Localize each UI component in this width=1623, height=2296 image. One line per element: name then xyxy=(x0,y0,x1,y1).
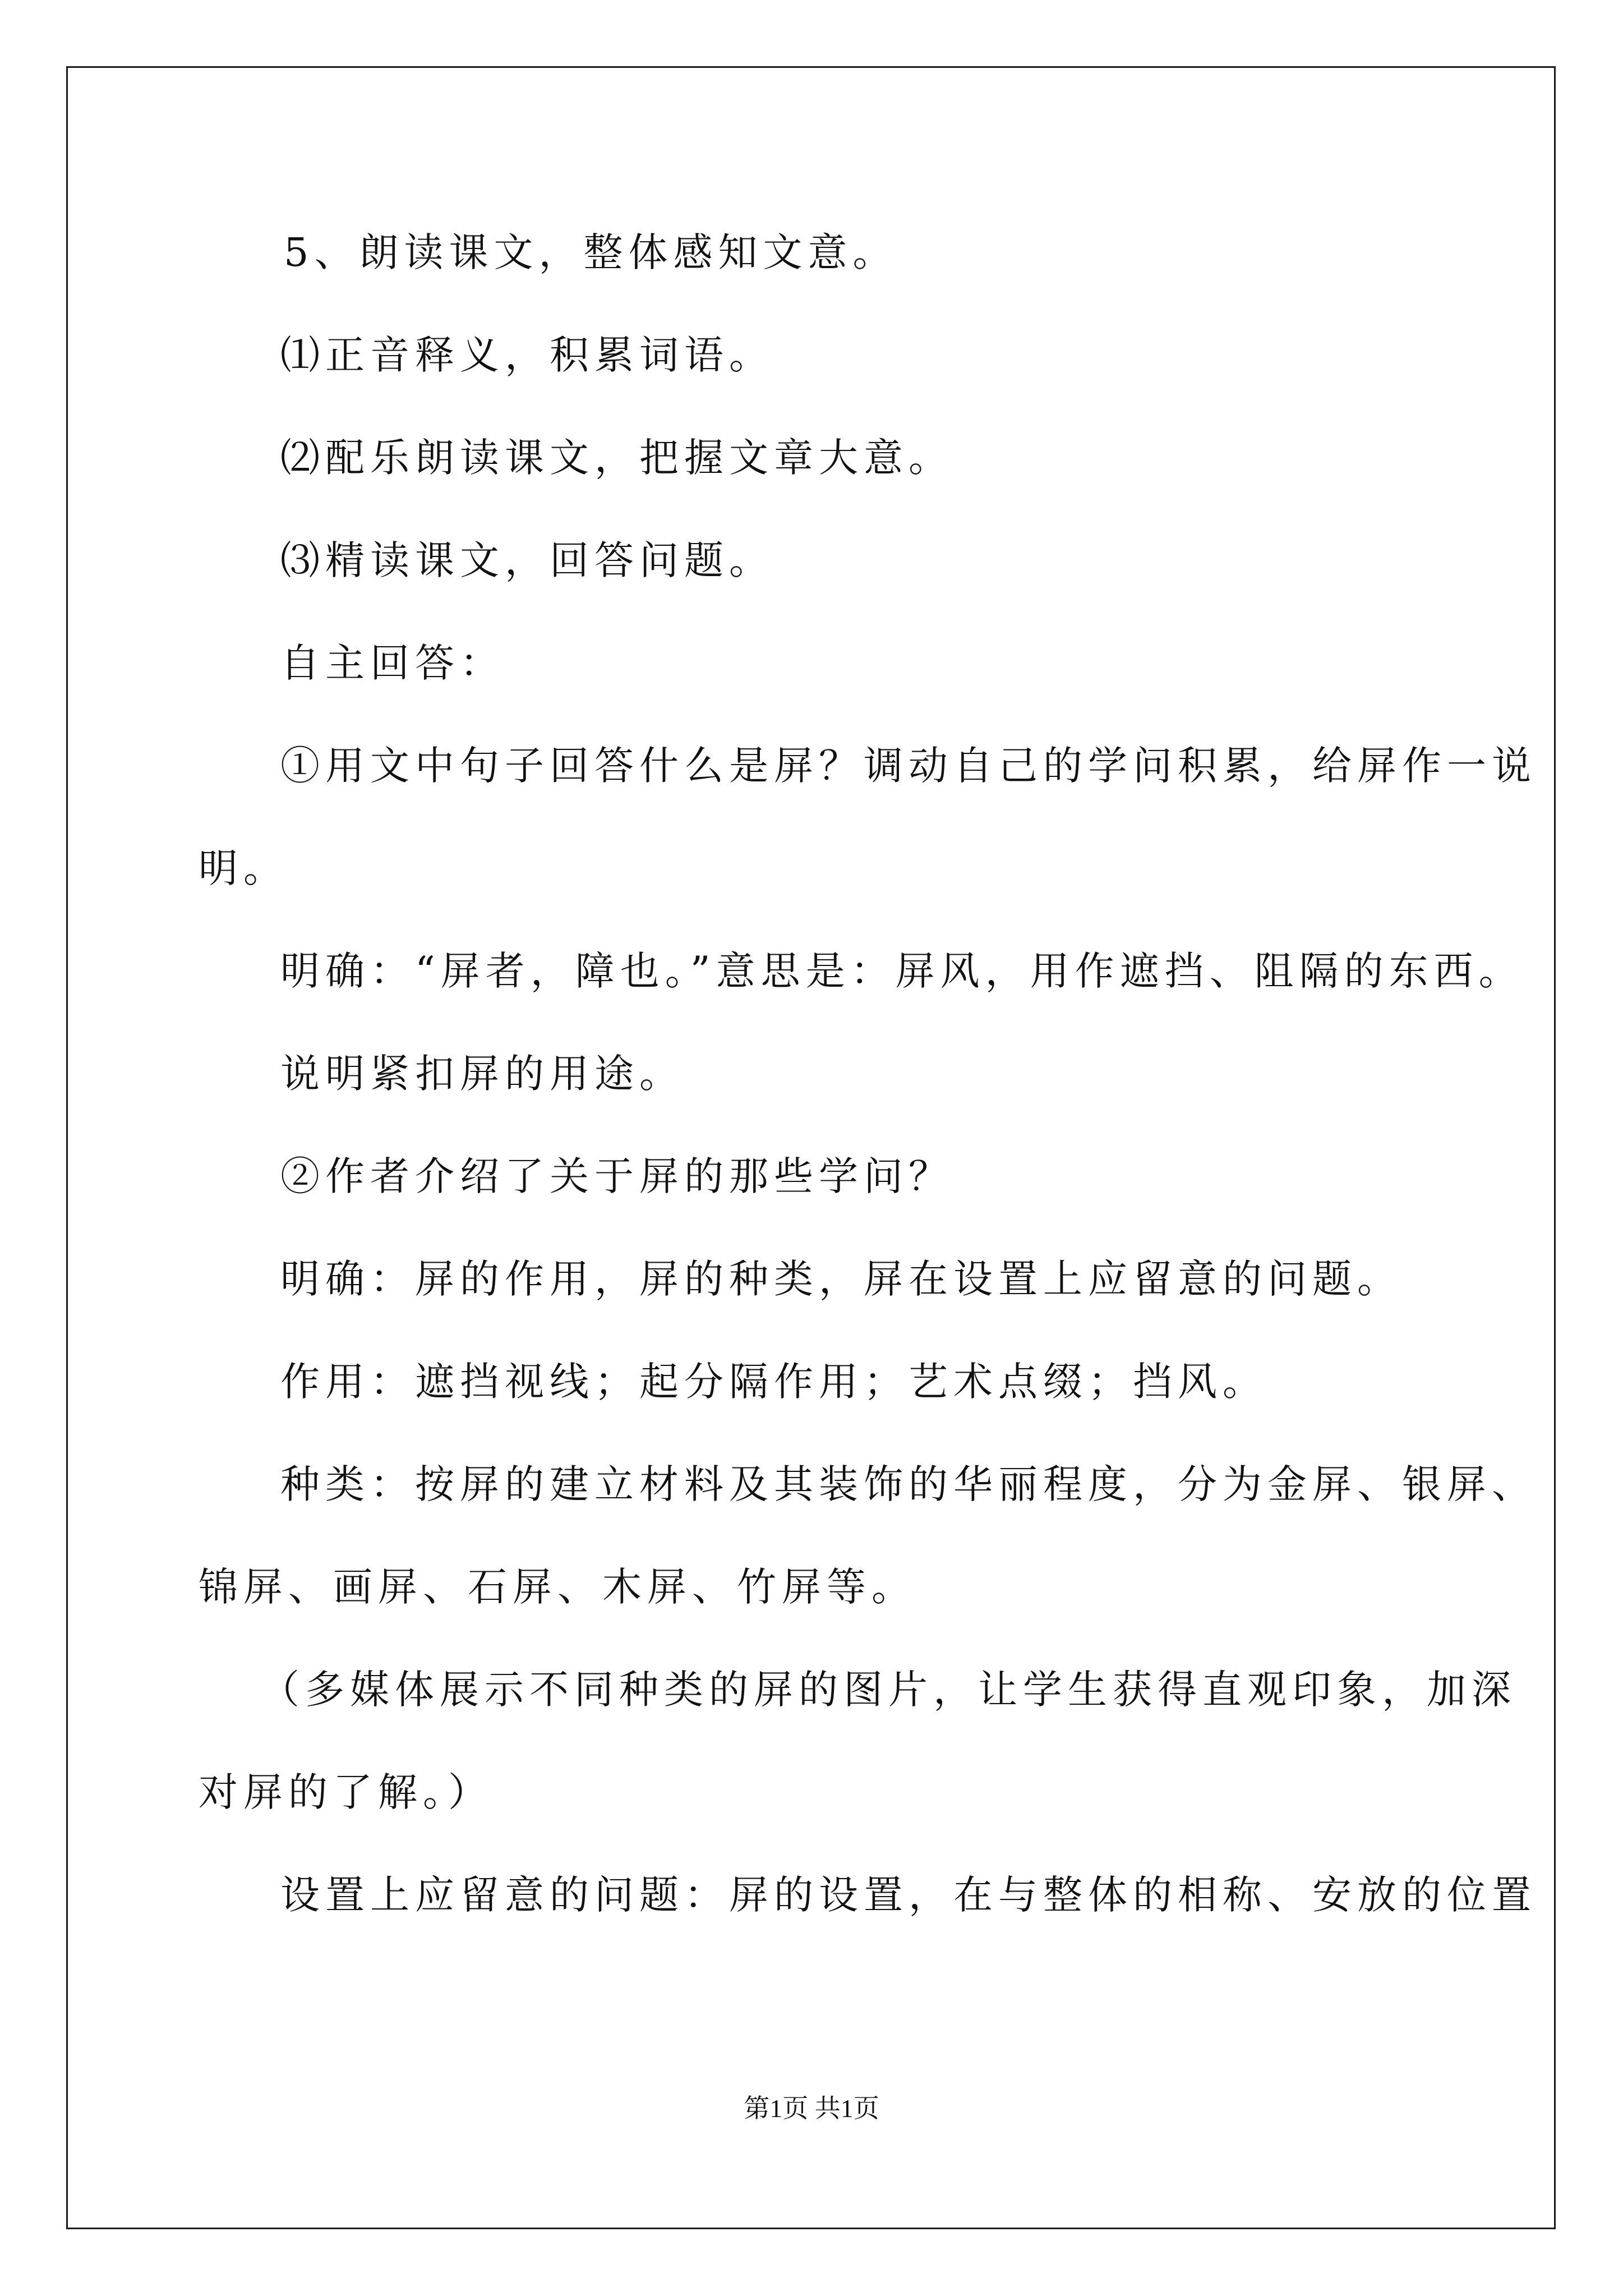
paragraph-line: （多媒体展示不同种类的屏的图片，让学生获得直观印象，加深 xyxy=(260,1667,1516,1713)
paragraph-line: ②作者介绍了关于屏的那些学问？ xyxy=(280,1153,953,1199)
paragraph-line: ⑶精读课文，回答问题。 xyxy=(280,537,774,583)
paragraph-line: 明确：屏的作用，屏的种类，屏在设置上应留意的问题。 xyxy=(280,1256,1402,1302)
paragraph-line: 自主回答： xyxy=(280,640,505,686)
paragraph-line: 5、朗读课文，整体感知文意。 xyxy=(284,229,898,275)
paragraph-line: 明确：“屏者，障也。”意思是：屏风，用作遮挡、阻隔的东西。 xyxy=(280,948,1524,994)
paragraph-line: 设置上应留意的问题：屏的设置，在与整体的相称、安放的位置 xyxy=(280,1872,1537,1918)
paragraph-line: ①用文中句子回答什么是屏？调动自己的学问积累，给屏作一说 xyxy=(280,743,1537,789)
paragraph-line: 锦屏、画屏、石屏、木屏、竹屏等。 xyxy=(199,1564,916,1610)
paragraph-line: 明。 xyxy=(199,845,288,891)
paragraph-line: ⑵配乐朗读课文，把握文章大意。 xyxy=(280,435,953,481)
paragraph-line: ⑴正音释义，积累词语。 xyxy=(280,332,774,378)
paragraph-line: 说明紧扣屏的用途。 xyxy=(280,1051,684,1097)
paragraph-line: 对屏的了解。） xyxy=(199,1769,493,1815)
paragraph-line: 种类：按屏的建立材料及其装饰的华丽程度，分为金屏、银屏、 xyxy=(280,1461,1537,1507)
page-footer: 第1页 共1页 xyxy=(744,2094,879,2123)
paragraph-line: 作用：遮挡视线；起分隔作用；艺术点缀；挡风。 xyxy=(280,1359,1267,1405)
